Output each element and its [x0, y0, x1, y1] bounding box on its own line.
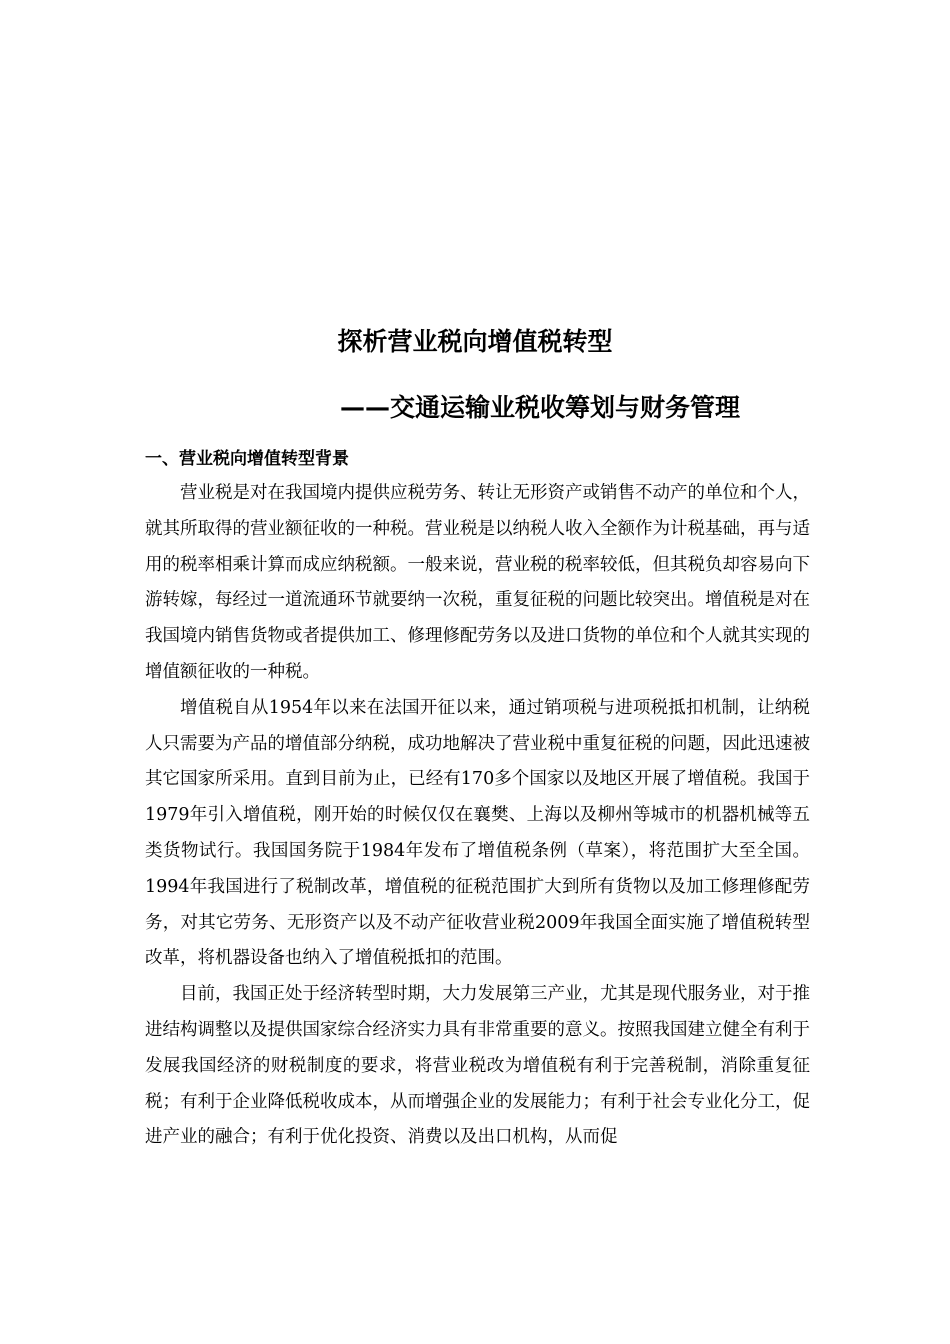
document-subtitle: ——交通运输业税收筹划与财务管理 — [340, 393, 741, 422]
paragraph: 增值税自从1954年以来在法国开征以来，通过销项税与进项税抵扣机制，让纳税人只需要为产品的增值部分纳税，成功地解决了营业税中重复征税的问题，因此迅速被其它国家所采用。直到目前为止，已经有170多个国家以及地区开展了增值税。我国于1979年引入增值税，刚开始的时候仅仅在襄樊、上海以及柳州等城市的机器机械等五类货物试行。我国国务院于1984年发布了增值税条例（草案），将范围扩大至全国。1994年我国进行了税制改革，增值税的征税范围扩大到所有货物以及加工修理修配劳务，对其它劳务、无形资产以及不动产征收营业税2009年我国全面实施了增值税转型改革，将机器设备也纳入了增值税抵扣的范围。 — [145, 697, 810, 969]
paragraph: 营业税是对在我国境内提供应税劳务、转让无形资产或销售不动产的单位和个人，就其所取得的营业额征收的一种税。营业税是以纳税人收入全额作为计税基础，再与适用的税率相乘计算而成应纳税额。一般来说，营业税的税率较低，但其税负却容易向下游转嫁，每经过一道流通环节就要纳一次税，重复征税的问题比较突出。增值税是对在我国境内销售货物或者提供加工、修理修配劳务以及进口货物的单位和个人就其实现的增值额征收的一种税。 — [145, 483, 810, 682]
document-title: 探析营业税向增值税转型 — [337, 327, 613, 356]
section-body — [145, 476, 810, 1156]
paragraph: 目前，我国正处于经济转型时期，大力发展第三产业，尤其是现代服务业，对于推进结构调整以及提供国家综合经济实力具有非常重要的意义。按照我国建立健全有利于发展我国经济的财税制度的要求，将营业税改为增值税有利于完善税制，消除重复征税；有利于企业降低税收成本，从而增强企业的发展能力；有利于社会专业化分工，促进产业的融合；有利于优化投资、消费以及出口机构，从而促 — [145, 984, 810, 1148]
section-heading: 一、营业税向增值转型背景 — [145, 449, 349, 469]
